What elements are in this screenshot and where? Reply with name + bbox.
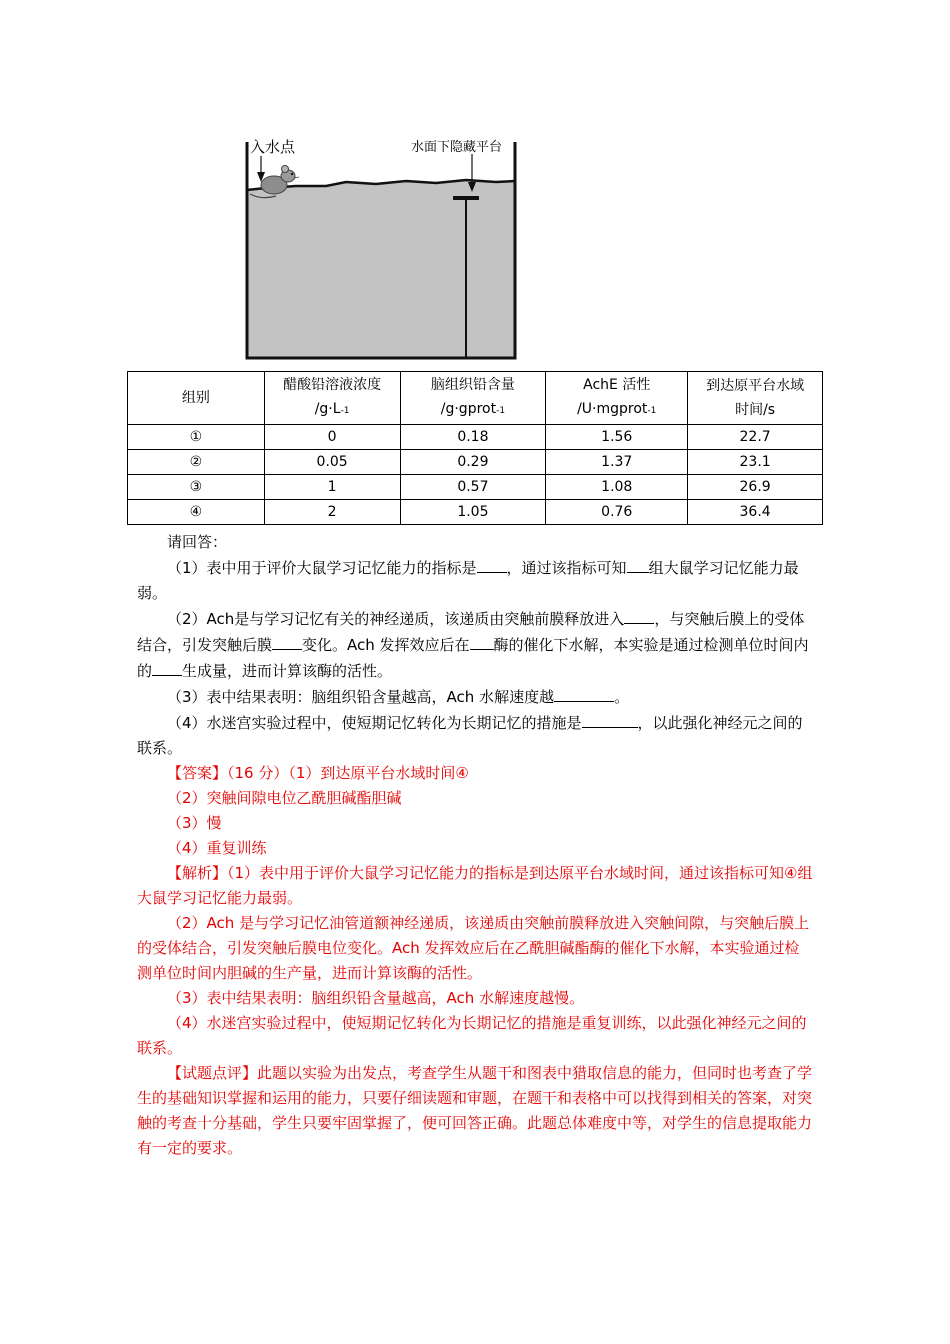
table-cell: 1.37 — [546, 450, 688, 475]
answer-blank — [152, 658, 182, 676]
question-intro: 请回答： — [167, 533, 228, 551]
table-header-cell: AchE 活性 /U·mgprot-1 — [546, 372, 688, 425]
answer-blank — [627, 555, 649, 573]
table-row — [128, 475, 823, 500]
table-cell: 26.9 — [688, 475, 823, 500]
answer-blank — [470, 632, 494, 650]
water-maze-diagram — [236, 130, 526, 366]
hidden-platform-label: 水面下隐藏平台 — [411, 140, 503, 155]
answer-line-4: （4）重复训练 — [167, 839, 267, 857]
answer-line-3: （3）慢 — [167, 814, 222, 832]
table-cell: 2 — [264, 500, 400, 525]
question-4: （4）水迷宫实验过程中，使短期记忆转化为长期记忆的措施是 ，以此强化神经元之间的联系。 — [137, 710, 813, 761]
table-cell: 22.7 — [688, 425, 823, 450]
comment-paragraph: 【试题点评】此题以实验为出发点，考查学生从题干和图表中猎取信息的能力，但同时也考查了学生的基础知识掌握和运用的能力，只要仔细读题和审题，在题干和表格中可以找得到相关的答案，对突触的考查十分基础，学生只要牢固掌握了，便可回答正确。此题总体难度中等，对学生的信息提取能力有一定的要求。 — [137, 1064, 813, 1157]
analysis-paragraph-1: 【解析】（1）表中用于评价大鼠学习记忆能力的指标是到达原平台水域时间，通过该指标可知④组大鼠学习记忆能力最弱。 — [137, 864, 813, 907]
question-answer-text — [137, 530, 813, 1161]
table-cell: 0.76 — [546, 500, 688, 525]
question-2: （2）Ach是与学习记忆有关的神经递质，该递质由突触前膜释放进入 ，与突触后膜上的受体结合，引发突触后膜 变化。Ach 发挥效应后在 酶的催化下水解，本实验是通过检测单位时间内的 生成量，进而计算该酶的活性。 — [137, 606, 813, 684]
answer-blank — [477, 555, 507, 573]
table-row — [128, 500, 823, 525]
table-header-cell: 脑组织铅含量 /g·gprot-1 — [400, 372, 546, 425]
table-cell: ④ — [128, 500, 265, 525]
data-table — [127, 371, 823, 525]
water-maze-figure — [236, 130, 526, 366]
answer-blank — [554, 684, 614, 702]
answer-line-1: 【答案】（16 分）（1）到达原平台水域时间④ — [167, 764, 469, 782]
answer-blank — [272, 632, 302, 650]
table-cell: 0.05 — [264, 450, 400, 475]
answer-blank — [582, 710, 638, 728]
table-cell: 0.29 — [400, 450, 546, 475]
analysis-paragraph-3: （3）表中结果表明：脑组织铅含量越高，Ach 水解速度越慢。 — [167, 989, 585, 1007]
table-header-cell: 醋酸铅溶液浓度 /g·L-1 — [264, 372, 400, 425]
table-header-cell: 到达原平台水域 时间/s — [688, 372, 823, 425]
question-1: （1）表中用于评价大鼠学习记忆能力的指标是 ，通过该指标可知 组大鼠学习记忆能力最弱。 — [137, 555, 813, 606]
table-cell: ② — [128, 450, 265, 475]
table-header-row — [128, 372, 823, 425]
table-cell: 1 — [264, 475, 400, 500]
answer-blank — [624, 606, 654, 624]
table-cell: 36.4 — [688, 500, 823, 525]
table-cell: 0.57 — [400, 475, 546, 500]
table-header-cell: 组别 — [128, 372, 265, 425]
analysis-paragraph-2: （2）Ach 是与学习记忆油管道额神经递质，该递质由突触前膜释放进入突触间隙，与突触后膜上的受体结合，引发突触后膜电位变化。Ach 发挥效应后在乙酰胆碱酯酶的催化下水解，本实验通过检测单位时间内胆碱的生产量，进而计算该酶的活性。 — [137, 914, 810, 982]
table-cell: ① — [128, 425, 265, 450]
answer-line-2: （2）突触间隙电位乙酰胆碱酯胆碱 — [167, 789, 402, 807]
table-row — [128, 450, 823, 475]
table-cell: 1.05 — [400, 500, 546, 525]
water-body — [247, 180, 515, 358]
analysis-paragraph-4: （4）水迷宫实验过程中，使短期记忆转化为长期记忆的措施是重复训练，以此强化神经元之间的联系。 — [137, 1014, 807, 1057]
table-cell: 1.08 — [546, 475, 688, 500]
question-3: （3）表中结果表明：脑组织铅含量越高，Ach 水解速度越 。 — [137, 684, 813, 710]
table-row — [128, 425, 823, 450]
table-cell: ③ — [128, 475, 265, 500]
table-cell: 1.56 — [546, 425, 688, 450]
table-cell: 0 — [264, 425, 400, 450]
table-cell: 0.18 — [400, 425, 546, 450]
entry-point-label: 入水点 — [250, 138, 296, 156]
table-cell: 23.1 — [688, 450, 823, 475]
